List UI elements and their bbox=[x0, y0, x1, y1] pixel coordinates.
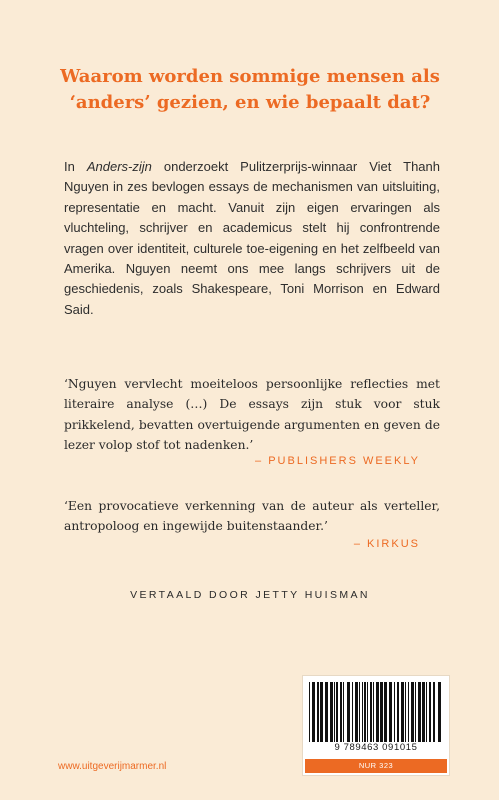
barcode-bar bbox=[336, 682, 338, 742]
barcode-bar bbox=[429, 682, 431, 742]
barcode-bar bbox=[433, 682, 435, 742]
barcode-bar bbox=[389, 682, 392, 742]
barcode-bar bbox=[397, 682, 399, 742]
barcode-bar bbox=[376, 682, 379, 742]
publisher-website[interactable]: www.uitgeverijmarmer.nl bbox=[58, 761, 167, 772]
barcode-bar bbox=[309, 682, 310, 742]
barcode-bar bbox=[408, 682, 409, 742]
isbn-number: 9 789463 091015 bbox=[334, 742, 418, 753]
review-quote-1: ‘Nguyen vervlecht moeiteloos persoonlijke reflecties met literaire analyse (…) De essays zijn stuk voor stuk prikkelend, bevatten overtuigende argumenten en geven de lezer volop stof tot nadenken.’ bbox=[64, 377, 440, 453]
isbn-barcode bbox=[302, 675, 450, 776]
book-title: Anders-zijn bbox=[86, 159, 152, 174]
barcode-bar bbox=[347, 682, 350, 742]
barcode-bar bbox=[359, 682, 360, 742]
review-source-2: – KIRKUS bbox=[353, 538, 420, 550]
headline-line-2: ‘anders’ gezien, en wie bepaalt dat? bbox=[69, 92, 431, 113]
barcode-bar bbox=[355, 682, 358, 742]
barcode-bar bbox=[330, 682, 333, 742]
barcode-bar bbox=[317, 682, 319, 742]
barcode-bar bbox=[325, 682, 328, 742]
blurb-prefix: In bbox=[64, 159, 87, 174]
barcode-bar bbox=[422, 682, 425, 742]
barcode-bar bbox=[415, 682, 416, 742]
blurb-text: onderzoekt Pulitzerprijs-winnaar Viet Thanh Nguyen in zes bevlogen essays de mechanismen van uitsluiting, representatie en macht. Vanuit zijn eigen ervaringen als vluchteling, schrijver en academicus stelt hij confrontrende vragen over identiteit, culturele toe-eigening en het zelfbeeld van Amerika. Nguyen neemt ons mee langs schrijvers uit de geschiedenis, zoals Shakespeare, Toni Morrison en Edward Said. bbox=[64, 159, 440, 317]
barcode-bar bbox=[405, 682, 406, 742]
barcode-bar bbox=[364, 682, 366, 742]
barcode-bar bbox=[320, 682, 323, 742]
review-quote-2: ‘Een provocatieve verkenning van de auteur als verteller, antropoloog en ingewijde buitenstaander.’ bbox=[64, 499, 440, 534]
barcode-bar bbox=[334, 682, 335, 742]
barcode-bar bbox=[426, 682, 427, 742]
nur-code: NUR 323 bbox=[305, 759, 447, 773]
review-source-1: – PUBLISHERS WEEKLY bbox=[255, 455, 420, 467]
barcode-bar bbox=[401, 682, 404, 742]
barcode-bars bbox=[309, 682, 443, 742]
barcode-bar bbox=[411, 682, 414, 742]
translator-credit: VERTAALD DOOR JETTY HUISMAN bbox=[130, 589, 370, 601]
blurb bbox=[64, 157, 440, 320]
headline-line-1: Waarom worden sommige mensen als bbox=[60, 66, 440, 87]
barcode-bar bbox=[394, 682, 395, 742]
barcode-bar bbox=[340, 682, 342, 742]
barcode-bar bbox=[384, 682, 387, 742]
barcode-bar bbox=[352, 682, 353, 742]
barcode-bar bbox=[312, 682, 315, 742]
barcode-bar bbox=[367, 682, 368, 742]
barcode-bar bbox=[418, 682, 421, 742]
barcode-bar bbox=[373, 682, 374, 742]
barcode-bar bbox=[362, 682, 363, 742]
barcode-bar bbox=[343, 682, 344, 742]
barcode-bar bbox=[438, 682, 441, 742]
headline bbox=[40, 64, 460, 116]
barcode-bar bbox=[370, 682, 372, 742]
barcode-bar bbox=[380, 682, 383, 742]
